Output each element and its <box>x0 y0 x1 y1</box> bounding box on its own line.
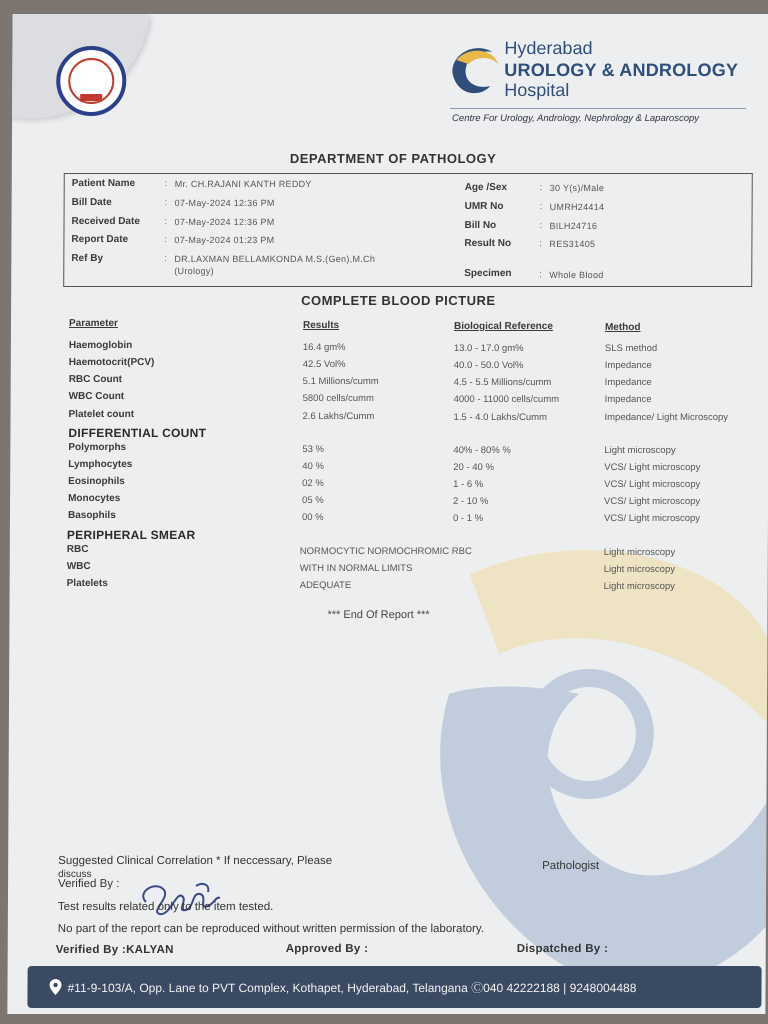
reference-range: 2 - 10 % <box>453 496 489 507</box>
reference-range: 1 - 6 % <box>453 479 484 490</box>
result-value: 42.5 Vol% <box>302 359 346 370</box>
result-value: 53 % <box>302 444 325 455</box>
col-header-method: Method <box>604 322 641 333</box>
reference-range: 40% - 80% % <box>453 445 511 456</box>
verified-signature-label: Verified By : <box>58 878 120 890</box>
col-header-parameter: Parameter <box>68 318 118 329</box>
result-value: 00 % <box>301 512 324 523</box>
test-method: Impedance <box>604 360 652 371</box>
received-date-value: 07-May-2024 12:36 PM <box>174 217 275 227</box>
signature-mark <box>136 872 226 922</box>
patient-info-box <box>63 173 753 287</box>
parameter-name: RBC <box>66 544 89 555</box>
test-method: VCS/ Light microscopy <box>604 462 701 473</box>
colon: : <box>539 238 543 248</box>
report-page <box>7 14 768 1014</box>
colon: : <box>164 253 168 263</box>
test-method: Light microscopy <box>603 564 676 575</box>
specimen-value: Whole Blood <box>549 270 604 280</box>
colon: : <box>164 178 168 188</box>
result-no-label: Result No <box>464 238 512 249</box>
result-value: 5800 cells/cumm <box>302 393 374 404</box>
test-method: Impedance <box>604 394 652 405</box>
test-method: Impedance/ Light Microscopy <box>604 412 729 423</box>
ref-by-value-2: (Urology) <box>174 266 215 276</box>
hospital-tagline: Centre For Urology, Andrology, Nephrology & Laparoscopy <box>452 113 700 124</box>
result-value: NORMOCYTIC NORMOCHROMIC RBC <box>299 546 472 557</box>
umr-value: UMRH24414 <box>549 202 605 212</box>
parameter-name: RBC Count <box>68 374 123 385</box>
reference-range: 4.5 - 5.5 Millions/cumm <box>453 377 552 388</box>
test-method: VCS/ Light microscopy <box>604 496 701 507</box>
parameter-name: WBC <box>66 561 91 572</box>
reference-range: 0 - 1 % <box>452 513 484 524</box>
result-value: WITH IN NORMAL LIMITS <box>299 563 413 574</box>
result-no-value: RES31405 <box>549 239 596 249</box>
suggest-note: Suggested Clinical Correlation * If neccessary, Please <box>58 855 333 867</box>
parameter-name: Basophils <box>67 510 116 521</box>
parameter-name: Platelet count <box>68 409 135 420</box>
patient-name-label: Patient Name <box>71 178 136 189</box>
result-value: 02 % <box>302 478 324 489</box>
disclaimer-2: No part of the report can be reproduced without written permission of the laboratory. <box>57 923 485 935</box>
age-sex-value: 30 Y(s)/Male <box>549 183 605 193</box>
test-method: SLS method <box>604 343 658 354</box>
parameter-name: Monocytes <box>68 493 121 504</box>
result-value: 40 % <box>302 461 324 472</box>
discuss-note: discuss <box>58 869 92 880</box>
test-method: VCS/ Light microscopy <box>603 513 701 524</box>
section-title-differential: DIFFERENTIAL COUNT <box>68 426 207 440</box>
bill-date-label: Bill Date <box>71 197 112 208</box>
parameter-name: Polymorphs <box>68 442 127 453</box>
received-date-label: Received Date <box>71 216 140 227</box>
location-pin-icon <box>49 979 61 995</box>
department-title: DEPARTMENT OF PATHOLOGY <box>289 151 497 166</box>
col-header-reference: Biological Reference <box>453 321 553 332</box>
colon: : <box>539 269 543 279</box>
parameter-name: WBC Count <box>68 391 125 402</box>
parameter-name: Lymphocytes <box>68 459 133 470</box>
report-date-label: Report Date <box>71 234 129 245</box>
hospital-name-line1: Hyderabad <box>504 38 593 58</box>
hospital-logo-icon <box>446 42 502 100</box>
report-date-value: 07-May-2024 01:23 PM <box>174 235 275 245</box>
result-value: 2.6 Lakhs/Cumm <box>302 411 375 422</box>
approved-by: Approved By : <box>285 943 369 955</box>
bill-no-label: Bill No <box>464 220 497 231</box>
disclaimer-1: Test results related only to the item tested. <box>57 901 274 913</box>
section-title-smear: PERIPHERAL SMEAR <box>66 528 196 542</box>
address-text: #11-9-103/A, Opp. Lane to PVT Complex, Kothapet, Hyderabad, Telangana Ⓒ040 42222188 | 9248004488 <box>67 980 637 995</box>
patient-name-value: Mr. CH.RAJANI KANTH REDDY <box>174 179 312 189</box>
ref-by-value: DR.LAXMAN BELLAMKONDA M.S.(Gen),M.Ch <box>174 254 376 264</box>
report-title: COMPLETE BLOOD PICTURE <box>301 293 496 308</box>
dispatched-by: Dispatched By : <box>516 943 609 955</box>
parameter-name: Platelets <box>66 578 108 589</box>
parameter-name: Haemoglobin <box>68 340 133 351</box>
age-sex-label: Age /Sex <box>464 182 507 193</box>
reference-range: 13.0 - 17.0 gm% <box>453 343 524 354</box>
verified-by: Verified By :KALYAN <box>55 944 174 956</box>
test-method: Light microscopy <box>604 445 676 456</box>
reference-range: 20 - 40 % <box>453 462 494 473</box>
reference-range: 4000 - 11000 cells/cumm <box>453 394 560 405</box>
col-header-results: Results <box>302 320 340 331</box>
colon: : <box>539 220 543 230</box>
result-value: ADEQUATE <box>299 580 352 591</box>
hospital-name-line2: UROLOGY & ANDROLOGY <box>504 60 739 80</box>
brand-divider <box>450 108 746 109</box>
colon: : <box>539 182 543 192</box>
hospital-name-line3: Hospital <box>504 80 570 100</box>
result-value: 16.4 gm% <box>302 342 346 353</box>
colon: : <box>164 197 168 207</box>
nabh-seal <box>56 46 126 116</box>
bill-date-value: 07-May-2024 12:36 PM <box>174 198 275 208</box>
result-value: 05 % <box>302 495 324 506</box>
umr-label: UMR No <box>464 201 504 212</box>
ref-by-label: Ref By <box>71 253 104 264</box>
test-method: Light microscopy <box>603 581 675 592</box>
test-method: VCS/ Light microscopy <box>604 479 701 490</box>
address-bar <box>27 966 761 1008</box>
reference-range: 40.0 - 50.0 Vol% <box>453 360 524 371</box>
colon: : <box>164 234 168 244</box>
result-value: 5.1 Millions/cumm <box>302 376 379 387</box>
pathologist-label: Pathologist <box>542 860 600 872</box>
specimen-label: Specimen <box>464 268 512 279</box>
end-of-report: *** End Of Report *** <box>327 609 430 621</box>
test-method: Light microscopy <box>603 547 676 558</box>
bill-no-value: BILH24716 <box>549 221 598 231</box>
parameter-name: Haemotocrit(PCV) <box>68 357 155 368</box>
colon: : <box>164 216 168 226</box>
parameter-name: Eosinophils <box>68 476 125 487</box>
test-method: Impedance <box>604 377 652 388</box>
colon: : <box>539 201 543 211</box>
reference-range: 1.5 - 4.0 Lakhs/Cumm <box>453 412 548 423</box>
